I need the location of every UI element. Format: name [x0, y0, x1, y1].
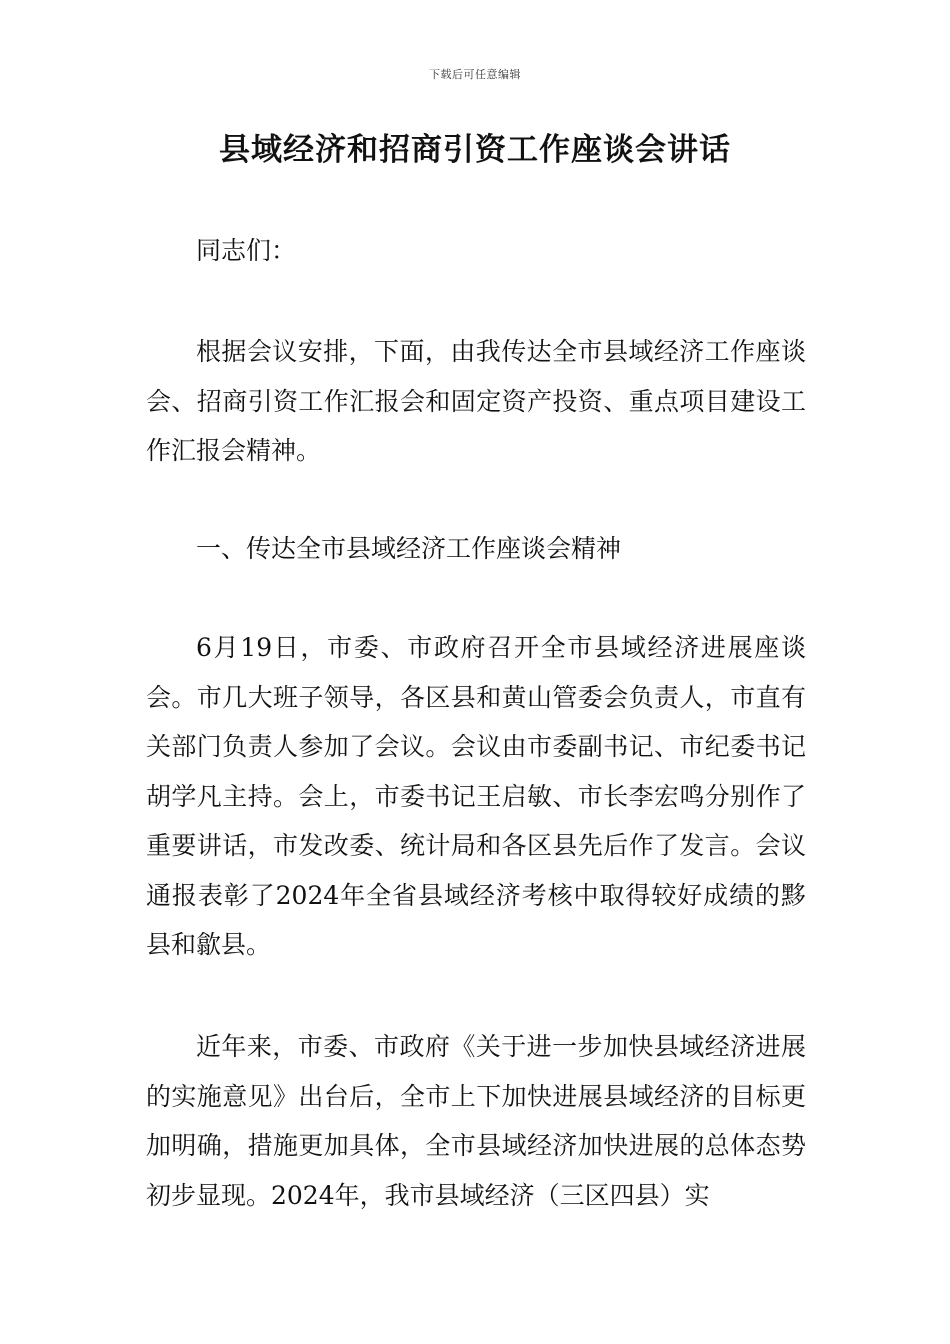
header-note: 下载后可任意编辑	[429, 68, 521, 81]
paragraph-meeting-summary: 6月19日，市委、市政府召开全市县域经济进展座谈会。市几大班子领导，各区县和黄山管委会负责人，市直有关部门负责人参加了会议。会议由市委副书记、市纪委书记胡学凡主持。会上，市委书记王启敏、市长李宏鸣分别作了重要讲话，市发改委、统计局和各区县先后作了发言。会议通报表彰了2024年全省县域经济考核中取得较好成绩的黟县和歙县。	[146, 633, 806, 959]
paragraph-progress: 近年来，市委、市政府《关于进一步加快县域经济进展的实施意见》出台后，全市上下加快进展县域经济的目标更加明确，措施更加具体，全市县域经济加快进展的总体态势初步显现。2024年，我市县域经济（三区四县）实	[146, 1032, 806, 1210]
document-title: 县域经济和招商引资工作座谈会讲话	[219, 132, 731, 168]
section-heading-1: 一、传达全市县域经济工作座谈会精神	[196, 534, 622, 563]
paragraph-intro: 根据会议安排，下面，由我传达全市县域经济工作座谈会、招商引资工作汇报会和固定资产投资、重点项目建设工作汇报会精神。	[146, 337, 806, 465]
greeting: 同志们：	[196, 236, 297, 265]
